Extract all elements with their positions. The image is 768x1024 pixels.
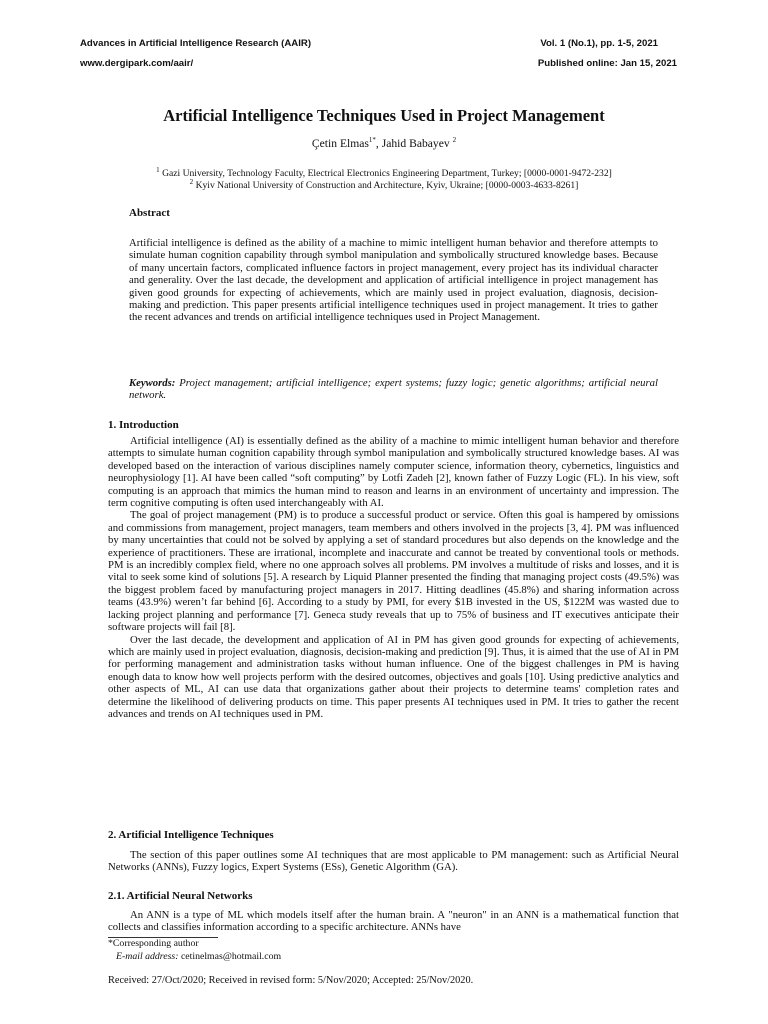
- ann-paragraph: An ANN is a type of ML which models itself after the human brain. A "neuron" in an ANN is a mathematical function that collects and classifies information according to a specific architecture. ANNs have: [108, 909, 679, 934]
- volume-info: Vol. 1 (No.1), pp. 1-5, 2021: [540, 38, 658, 49]
- email-label: E-mail address:: [116, 951, 179, 962]
- email-line: [116, 951, 281, 963]
- intro-paragraph-2: The goal of project management (PM) is to produce a successful product or service. Often this goal is hampered by omissions and commissions from management, project managers, team members and others involved in the projects [3, 4]. PM was influenced by many uncertainties that could not be solved by applying a set of standard procedures but also depends on the knowledge and the experience of practitioners. These are irrational, incomplete and inaccurate and cannot be treated by conventional tools or methods. PM is an incredibly complex field, where no one approach solves all problems. PM involves a multitude of risks and losses, and it is vital to seek some kind of solutions [5]. A research by Liquid Planner presented the finding that managing project costs (49.5%) was the biggest problem faced by manufacturing project managers in 2017. Hitting deadlines (45.8%) and sharing information across teams (43.9%) weren’t far behind [6]. According to a study by PMI, for every $1B invested in the US, $122M was wasted due to lacking project planning and performance [7]. Geneca study reveals that up to 75% of business and IT executives anticipate their software projects will fail [8].: [108, 509, 679, 634]
- journal-name: Advances in Artificial Intelligence Research (AAIR): [80, 38, 312, 49]
- section-1-heading: 1. Introduction: [108, 419, 179, 431]
- author-2-marker: 2: [452, 136, 457, 145]
- section-1-body: [108, 435, 679, 720]
- abstract-text: Artificial intelligence is defined as the ability of a machine to mimic intelligent human behavior and therefore attempts to simulate human cognition capability through symbol manipulation and symbolically structured knowledge bases. Because of many uncertain factors, complicated influence factors in project management, every project has its individual character and generality. Over the last decade, the development and application of artificial intelligence in project management has given good grounds for expecting of achievements, which are mainly used in project evaluation, diagnosis, decision-making and prediction. This paper presents artificial intelligence techniques used in project management. It tries to gather the recent advances and trends on artificial intelligence techniques used in Project Management.: [129, 237, 658, 324]
- section-2-1-body: [108, 909, 679, 934]
- author-2: , Jahid Babayev: [375, 137, 453, 150]
- section-2-body: [108, 849, 679, 874]
- affiliation-1-marker: 1: [156, 165, 160, 174]
- author-list: [0, 137, 768, 150]
- intro-paragraph-1: Artificial intelligence (AI) is essentially defined as the ability of a machine to mimic intelligent human behavior and therefore attempts to simulate human cognition capability through symbol manipulation and symbolically structured knowledge bases. AI was developed based on the interaction of various disciplines namely computer science, information theory, cybernetics, linguistics and neurophysiology [1]. AI have been called “soft computing” by Lotfi Zadeh [2], known father of Fuzzy Logic (FL). In his view, soft computing is an approach that mimics the human mind to reason and learns in an environment of uncertainty and impression. The term cognitive computing is often used interchangeably with AI.: [108, 435, 679, 510]
- intro-paragraph-3: Over the last decade, the development and application of AI in PM has given good grounds for expecting of achievements, which are mainly used in project evaluation, diagnosis, decision-making and prediction [9]. Thus, it is aimed that the use of AI in PM for performing management and administration tasks without human influence. One of the biggest challenges in PM is having enough data to know how well projects perform with the desired outcomes, objectives and goals [10]. Using predictive analytics and other aspects of ML, AI can use data that organizations gather about their projects to determine teams' completion rates and determine the likelihood of delivering products on time. This paper presents AI techniques used in PM. It tries to gather the recent advances and trends on AI techniques used in PM.: [108, 633, 679, 720]
- section-2-heading: 2. Artificial Intelligence Techniques: [108, 829, 274, 841]
- keywords-label: Keywords:: [129, 377, 176, 389]
- affiliation-1: [0, 165, 768, 180]
- received-dates: Received: 27/Oct/2020; Received in revised form: 5/Nov/2020; Accepted: 25/Nov/2020.: [108, 975, 474, 986]
- published-date: Published online: Jan 15, 2021: [537, 58, 677, 69]
- section-2-1-heading: 2.1. Artificial Neural Networks: [108, 890, 253, 902]
- corresponding-author: *Corresponding author: [108, 938, 199, 949]
- paper-title: Artificial Intelligence Techniques Used in Project Management: [163, 106, 605, 125]
- email-address[interactable]: cetinelmas@hotmail.com: [178, 951, 282, 962]
- affiliation-2-marker: 2: [189, 177, 194, 186]
- keywords-list: Project management; artificial intelligence; expert systems; fuzzy logic; genetic algorithms; artificial neural network.: [129, 377, 658, 402]
- author-1-marker: 1*: [368, 136, 376, 145]
- author-1: Çetin Elmas: [311, 137, 369, 150]
- affiliation-2-text: Kyiv National University of Construction and Architecture, Kyiv, Ukraine; [0000-0003-4633-8261]: [195, 180, 579, 191]
- keywords: [129, 377, 658, 402]
- affiliation-2: [0, 177, 768, 192]
- journal-url[interactable]: www.dergipark.com/aair/: [80, 58, 194, 69]
- abstract-heading: Abstract: [129, 207, 170, 219]
- affiliation-1-text: Gazi University, Technology Faculty, Electrical Electronics Engineering Department, Turkey; [0000-0001-9472-232]: [162, 168, 612, 179]
- section-2-paragraph: The section of this paper outlines some AI techniques that are most applicable to PM management: such as Artificial Neural Networks (ANNs), Fuzzy logics, Expert Systems (ESs), Genetic Algorithm (GA).: [108, 849, 679, 874]
